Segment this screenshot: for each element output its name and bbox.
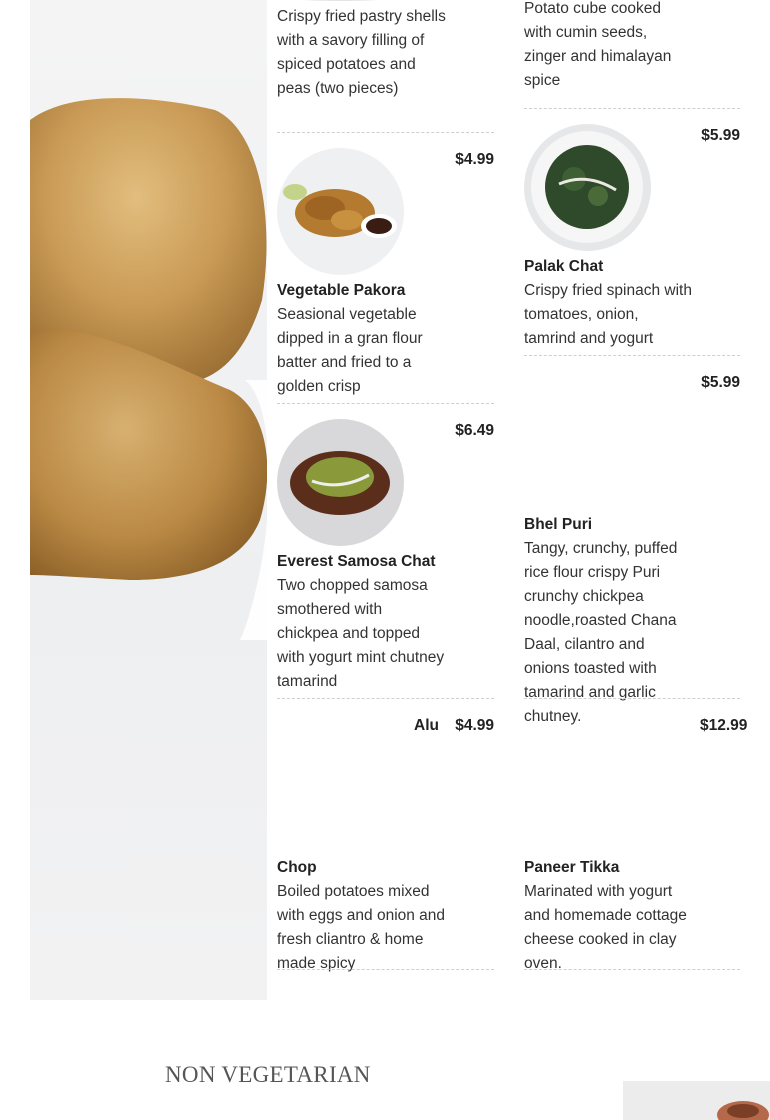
divider xyxy=(277,132,494,133)
menu-item-description: Tangy, crunchy, puffed rice flour crispy Puri crunchy chickpea noodle,roasted Chana Daal, cilantro and onions toasted with tamarind and garlic chutney. xyxy=(524,540,678,725)
divider xyxy=(524,355,740,356)
menu-item[interactable] xyxy=(277,0,447,101)
menu-item-name: Palak Chat xyxy=(524,258,604,275)
menu-item-price: $12.99 xyxy=(700,717,748,734)
menu-item-name: Paneer Tikka xyxy=(524,859,620,876)
menu-item-description: Boiled potatoes mixed with eggs and onion and fresh cliantro & home made spicy xyxy=(277,883,446,972)
menu-item-description: Potato cube cooked with cumin seeds, zinger and himalayan spice xyxy=(524,0,672,89)
menu-item-description: Crispy fried spinach with tomatoes, onion, tamrind and yogurt xyxy=(524,282,692,347)
samosa-photo xyxy=(30,0,267,1000)
menu-item-price: $4.99 xyxy=(455,151,494,168)
menu-item-name: Vegetable Pakora xyxy=(277,282,406,299)
divider xyxy=(277,698,494,699)
non-vegetarian-photo xyxy=(623,1081,770,1120)
menu-item-paneer-tikka[interactable] xyxy=(524,714,748,976)
menu-item-vegetable-pakora[interactable] xyxy=(277,148,494,399)
menu-item-name: Alu Chop xyxy=(277,717,439,876)
alu-chop-photo-placeholder xyxy=(277,714,404,852)
divider xyxy=(524,698,740,699)
menu-item-price: $6.49 xyxy=(455,422,494,439)
menu-item-everest-samosa-chat[interactable] xyxy=(277,419,494,694)
paneer-tikka-photo-placeholder xyxy=(524,714,651,852)
menu-item-palak-chat[interactable] xyxy=(524,124,740,351)
menu-item-price: $5.99 xyxy=(701,374,740,391)
menu-item-description: Two chopped samosa smothered with chickpea and topped with yogurt mint chutney tamarind xyxy=(277,577,445,690)
menu-item-alu-chop[interactable] xyxy=(277,714,494,976)
menu-item-bhel-puri[interactable] xyxy=(524,371,740,729)
palak-chat-photo xyxy=(524,124,651,251)
divider xyxy=(277,403,494,404)
divider xyxy=(277,969,494,970)
menu-item-description: Marinated with yogurt and homemade cottage cheese cooked in clay oven. xyxy=(524,883,687,972)
menu-item-name: Everest Samosa Chat xyxy=(277,553,436,570)
bhel-puri-photo-placeholder xyxy=(524,371,651,509)
divider xyxy=(524,108,740,109)
samosa-chat-photo xyxy=(277,419,404,546)
section-title: NON VEGETARIAN xyxy=(165,1062,371,1087)
menu-item-price: $5.99 xyxy=(701,127,740,144)
pakora-photo xyxy=(277,148,404,275)
menu-item[interactable] xyxy=(524,0,689,93)
menu-item-description: Seasional vegetable dipped in a gran flour batter and fried to a golden crisp xyxy=(277,306,423,395)
divider xyxy=(524,969,740,970)
menu-item-price: $4.99 xyxy=(455,717,494,734)
menu-item-description: Crispy fried pastry shells with a savory filling of spiced potatoes and peas (two pieces) xyxy=(277,8,446,97)
menu-item-name: Bhel Puri xyxy=(524,516,593,533)
